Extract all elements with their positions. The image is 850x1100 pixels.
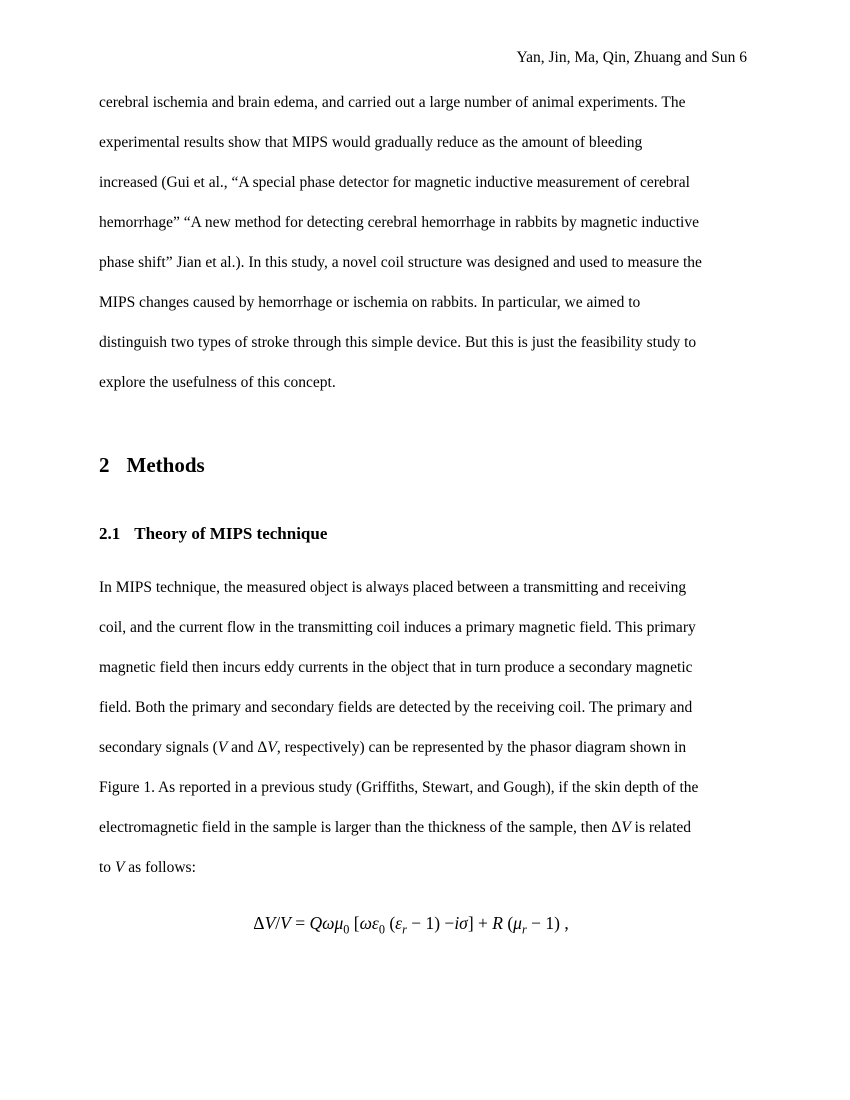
text-line: experimental results show that MIPS would gradually reduce as the amount of bleeding: [99, 134, 643, 151]
subsection-number: 2.1: [99, 524, 121, 543]
text-line: field. Both the primary and secondary fields are detected by the receiving coil. The primary and: [99, 699, 693, 716]
text-line: coil, and the current flow in the transmitting coil induces a primary magnetic field. This primary: [99, 619, 696, 636]
subsection-title: Theory of MIPS technique: [134, 524, 328, 543]
text-line: hemorrhage” “A new method for detecting cerebral hemorrhage in rabbits by magnetic inductive: [99, 214, 699, 231]
text-line: electromagnetic field in the sample is larger than the thickness of the sample, then ΔV is related: [99, 819, 692, 836]
section-number: 2: [99, 453, 110, 477]
text-line: secondary signals (V and ΔV, respectively) can be represented by the phasor diagram shown in: [99, 739, 687, 756]
text-line: increased (Gui et al., “A special phase detector for magnetic inductive measurement of cerebral: [99, 174, 690, 191]
text-line: explore the usefulness of this concept.: [99, 374, 336, 391]
text-line: magnetic field then incurs eddy currents in the object that in turn produce a secondary magnetic: [99, 659, 693, 676]
paragraph-theory: [99, 568, 698, 888]
section-heading-methods: [99, 453, 205, 478]
section-title: Methods: [126, 453, 205, 477]
text-line: to V as follows:: [99, 859, 196, 876]
text-line: cerebral ischemia and brain edema, and carried out a large number of animal experiments. The: [99, 94, 686, 111]
text-line: MIPS changes caused by hemorrhage or ischemia on rabbits. In particular, we aimed to: [99, 294, 641, 311]
equation-delta-v-over-v: ΔV/V = Qωμ$_0$ [$\omega\varepsilon_0$ $(\varepsilon_r - 1) -i\sigma] + R$ $(\mu_r - 1)$ ,: [253, 913, 569, 937]
text-line: Figure 1. As reported in a previous study (Griffiths, Stewart, and Gough), if the skin depth of the: [99, 779, 699, 796]
text-line: phase shift” Jian et al.). In this study, a novel coil structure was designed and used to measure the: [99, 254, 702, 271]
text-line: In MIPS technique, the measured object is always placed between a transmitting and receiving: [99, 579, 687, 596]
paragraph-intro: [99, 83, 702, 403]
text-line: distinguish two types of stroke through this simple device. But this is just the feasibility study to: [99, 334, 697, 351]
running-head: Yan, Jin, Ma, Qin, Zhuang and Sun 6: [516, 49, 747, 66]
subsection-heading-theory: [99, 524, 327, 544]
